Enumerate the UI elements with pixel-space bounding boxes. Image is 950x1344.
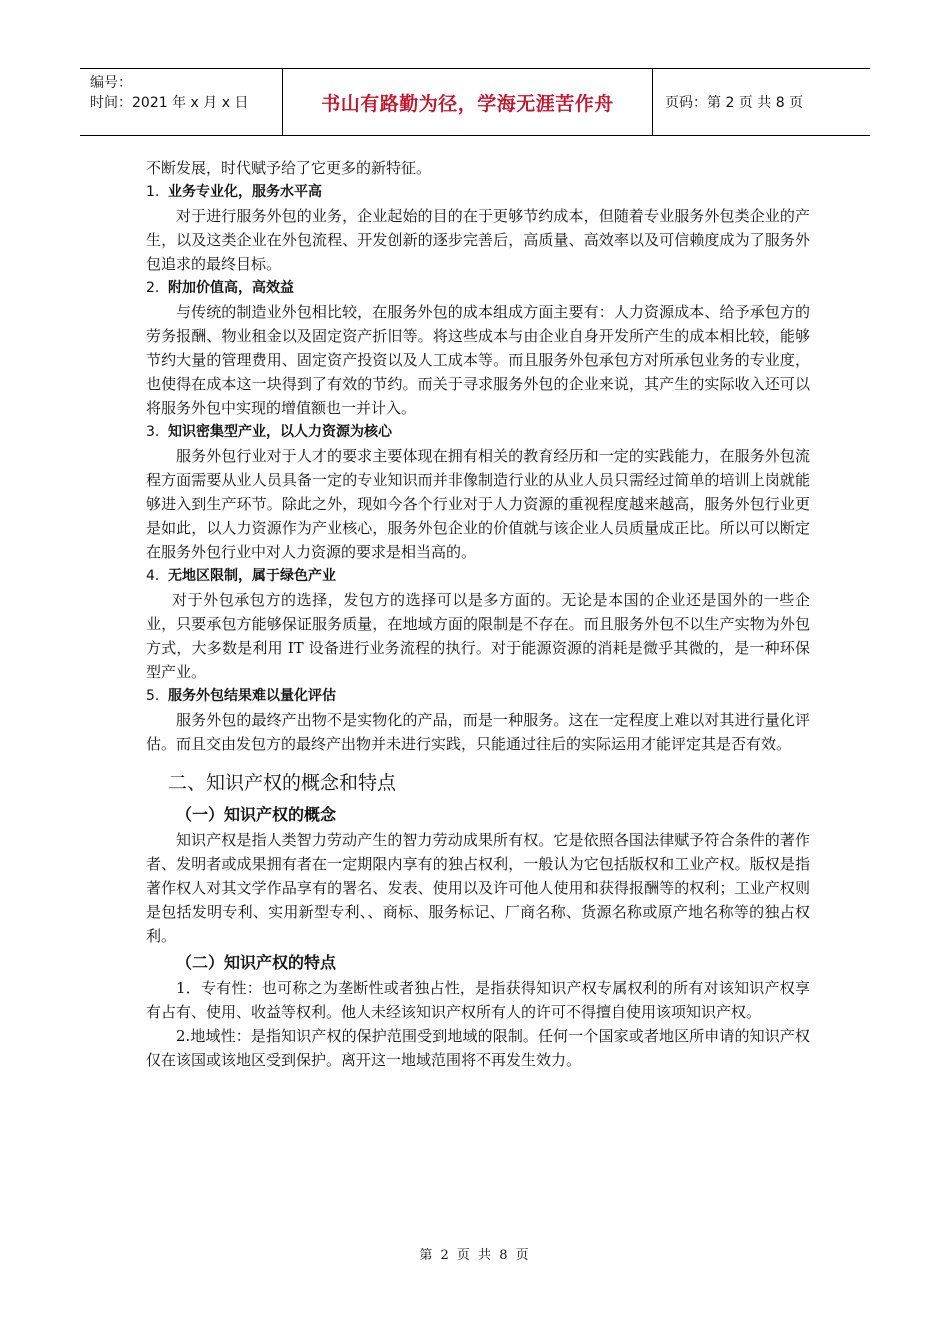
feature-number: 5.	[146, 688, 160, 704]
feature-title: 无地区限制，属于绿色产业	[168, 568, 336, 584]
feature-heading-1	[146, 180, 810, 204]
characteristic-2-paragraph: 2.地域性：是指知识产权的保护范围受到地域的限制。任何一个国家或者地区所申请的知识产权仅在该国或该地区受到保护。离开这一地域范围将不再发生效力。	[146, 1027, 810, 1069]
header-motto: 书山有路勤为径，学海无涯苦作舟	[283, 69, 653, 135]
intro-paragraph: 不断发展，时代赋予给了它更多的新特征。	[146, 159, 432, 177]
subsection-2-heading: （二）知识产权的特点	[176, 953, 337, 972]
feature-title: 业务专业化，服务水平高	[168, 184, 322, 200]
page-footer: 第 2 页 共 8 页	[419, 1248, 531, 1263]
feature-heading-5	[146, 684, 810, 708]
section-2-heading: 二、知识产权的概念和特点	[168, 772, 397, 794]
feature-number: 4.	[146, 568, 160, 584]
feature-title: 服务外包结果难以量化评估	[168, 688, 336, 704]
header-meta	[80, 69, 283, 135]
feature-paragraph-3: 服务外包行业对于人才的要求主要体现在拥有相关的教育经历和一定的实践能力，在服务外包流程方面需要从业人员具备一定的专业知识而并非像制造行业的从业人员只需经过简单的培训上岗就能够进入到生产环节。除此之外，现如今各个行业对于人力资源的重视程度越来越高，服务外包行业更是如此，以人力资源作为产业核心，服务外包企业的价值就与该企业人员质量成正比。所以可以断定在服务外包行业中对人力资源的要求是相当高的。	[146, 447, 810, 561]
page-header	[80, 68, 870, 136]
document-number-label: 编号：	[90, 75, 132, 91]
feature-paragraph-4: 对于外包承包方的选择，发包方的选择可以是多方面的。无论是本国的企业还是国外的一些企业，只要承包方能够保证服务质量，在地域方面的限制是不存在。而且服务外包不以生产实物为外包方式，大多数是利用 IT 设备进行业务流程的执行。对于能源资源的消耗是微乎其微的，是一种环保型产业。	[146, 591, 810, 681]
subsection-1-heading: （一）知识产权的概念	[176, 805, 337, 824]
feature-paragraph-5: 服务外包的最终产出物不是实物化的产品，而是一种服务。这在一定程度上难以对其进行量化评估。而且交由发包方的最终产出物并未进行实践，只能通过往后的实际运用才能评定其是否有效。	[146, 711, 810, 753]
feature-number: 2.	[146, 280, 160, 296]
feature-heading-3	[146, 420, 810, 444]
feature-title: 知识密集型产业，以人力资源为核心	[168, 424, 392, 440]
subsection-1-paragraph: 知识产权是指人类智力劳动产生的智力劳动成果所有权。它是依照各国法律赋予符合条件的著作者、发明者或成果拥有者在一定期限内享有的独占权利，一般认为它包括版权和工业产权。版权是指著作权人对其文学作品享有的署名、发表、使用以及许可他人使用和获得报酬等的权利；工业产权则是包括发明专利、实用新型专利、、商标、服务标记、厂商名称、货源名称或原产地名称等的独占权利。	[146, 831, 810, 945]
feature-paragraph-1: 对于进行服务外包的业务，企业起始的目的在于更够节约成本，但随着专业服务外包类企业的产生，以及这类企业在外包流程、开发创新的逐步完善后，高质量、高效率以及可信赖度成为了服务外包追求的最终目标。	[146, 207, 810, 273]
feature-number: 1.	[146, 184, 160, 200]
document-body	[146, 156, 810, 1072]
header-page-info: 页码：第 2 页 共 8 页	[665, 95, 804, 111]
characteristic-1-paragraph: 1．专有性：也可称之为垄断性或者独占性，是指获得知识产权专属权利的所有对该知识产权享有占有、使用、收益等权利。他人未经该知识产权所有人的许可不得擅自使用该项知识产权。	[146, 979, 810, 1021]
feature-paragraph-2: 与传统的制造业外包相比较，在服务外包的成本组成方面主要有：人力资源成本、给予承包方的劳务报酬、物业租金以及固定资产折旧等。将这些成本与由企业自身开发所产生的成本相比较，能够节约大量的管理费用、固定资产投资以及人工成本等。而且服务外包承包方对所承包业务的专业度，也使得在成本这一块得到了有效的节约。而关于寻求服务外包的企业来说，其产生的实际收入还可以将服务外包中实现的增值额也一并计入。	[146, 303, 810, 417]
feature-heading-2	[146, 276, 810, 300]
document-date-label: 时间：2021 年 x 月 x 日	[90, 95, 249, 111]
feature-title: 附加价值高，高效益	[168, 280, 294, 296]
feature-number: 3.	[146, 424, 160, 440]
feature-heading-4	[146, 564, 810, 588]
